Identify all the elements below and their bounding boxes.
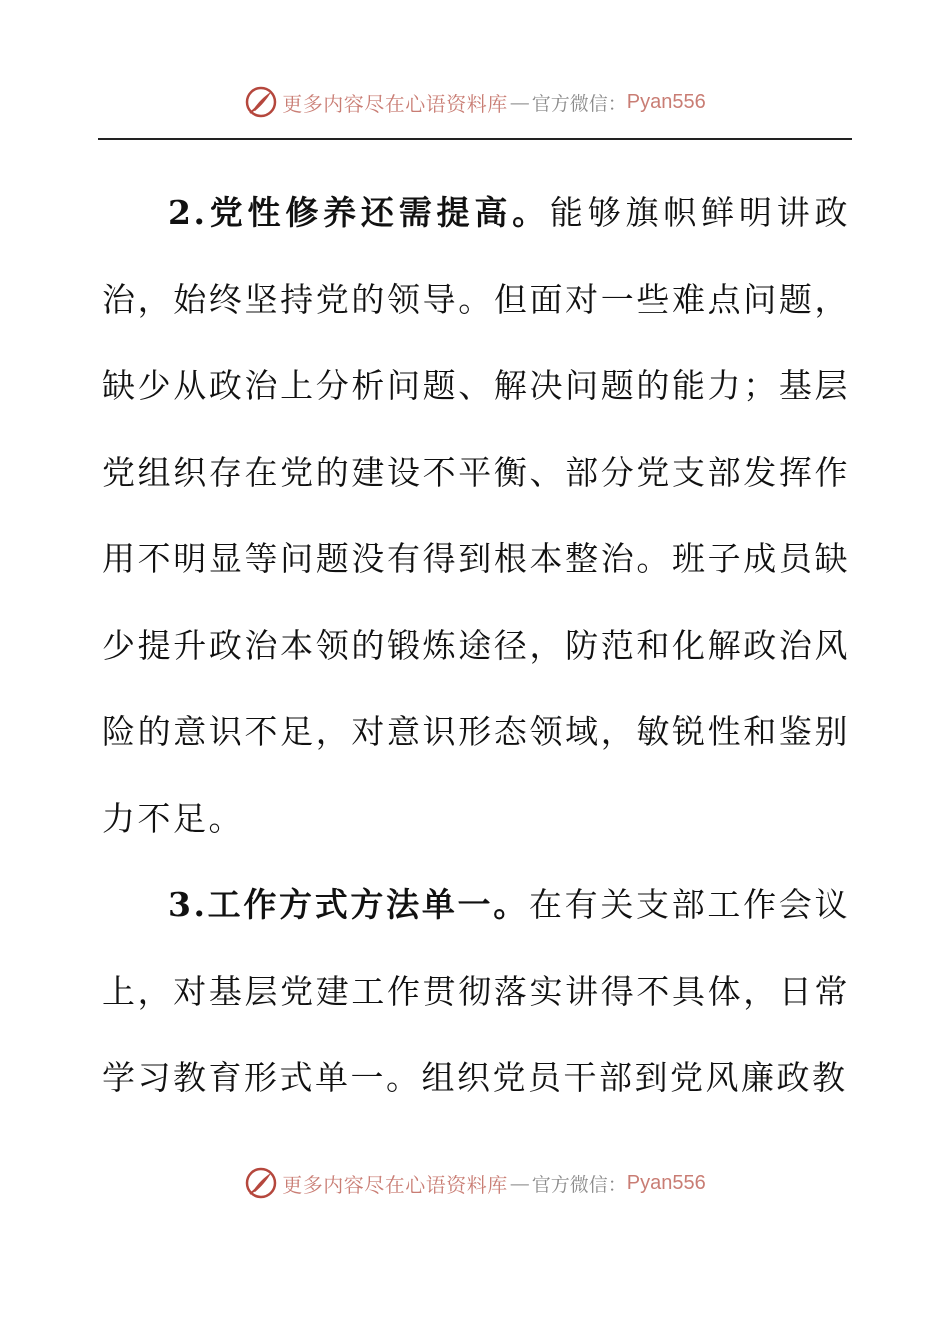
- paragraph-heading: 3.工作方式方法单一。: [168, 885, 529, 924]
- banner-wechat-id: Pyan556: [626, 1171, 706, 1194]
- paragraph-heading: 2.党性修养还需提高。: [168, 193, 550, 232]
- banner-separator: —: [509, 1171, 530, 1195]
- banner-brand-text: 更多内容尽在心语资料库: [282, 1172, 508, 1197]
- paragraph-text: 在有关支部工作会议上，对基层党建工作贯彻落实讲得不具体，日常学习教育形式单一。组织党员干部到党风廉政教: [102, 885, 850, 1097]
- paragraph-work-methods: [102, 862, 850, 1122]
- banner-brand-text: 更多内容尽在心语资料库: [282, 91, 508, 116]
- document-body: [102, 170, 850, 1122]
- banner-wechat-label: 官方微信：: [531, 1173, 627, 1196]
- quill-pen-logo-icon: [244, 85, 278, 119]
- quill-pen-logo-icon: [244, 1166, 278, 1200]
- header-divider: [98, 138, 852, 140]
- paragraph-text: 能够旗帜鲜明讲政治，始终坚持党的领导。但面对一些难点问题，缺少从政治上分析问题、解决问题的能力；基层党组织存在党的建设不平衡、部分党支部发挥作用不明显等问题没有得到根本整治。班子成员缺少提升政治本领的锻炼途径，防范和化解政治风险的意识不足，对意识形态领域，敏锐性和鉴别力不足。: [102, 193, 850, 838]
- footer-banner: [0, 1163, 950, 1203]
- paragraph-party-cultivation: [102, 170, 850, 862]
- banner-wechat-label: 官方微信：: [531, 92, 627, 115]
- header-banner: [0, 82, 950, 122]
- banner-wechat-id: Pyan556: [626, 90, 706, 113]
- banner-separator: —: [509, 90, 530, 114]
